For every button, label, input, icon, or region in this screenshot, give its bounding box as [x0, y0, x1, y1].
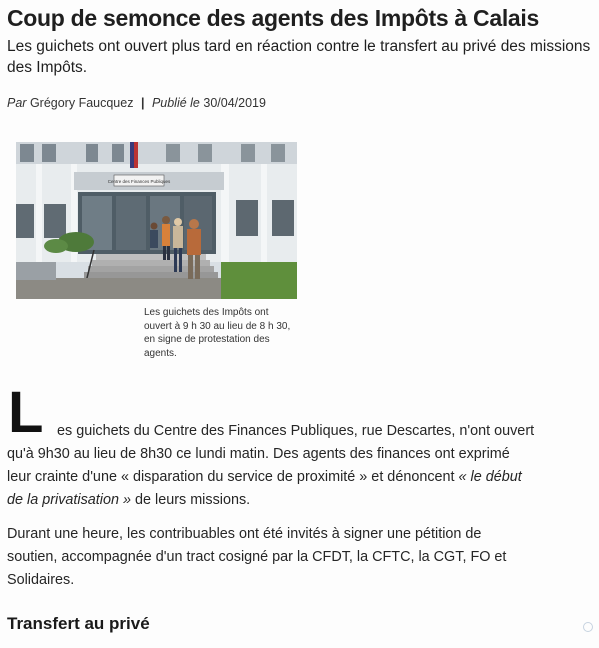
paragraph-1-line-2: qu'à 9h30 au lieu de 8h30 ce lundi matin. Des agents des finances ont exprimé — [7, 446, 510, 462]
article-paragraph-2 — [7, 523, 592, 592]
paragraph-1-line-4 — [7, 489, 599, 512]
article-paragraph-1 — [7, 420, 599, 512]
paragraph-1-quote-start: « le début — [458, 469, 522, 485]
byline — [7, 96, 266, 110]
scan-mark-icon — [583, 622, 593, 632]
paragraph-2-line-3: Solidaires. — [7, 572, 75, 588]
paragraph-2-line-2: soutien, accompagnée d'un tract cosigné par la CFDT, la CFTC, la CGT, FO et — [7, 549, 507, 565]
article-headline: Coup de semonce des agents des Impôts à Calais — [7, 5, 539, 31]
paragraph-1-line-1: es guichets du Centre des Finances Publiques, rue Descartes, n'ont ouvert — [57, 423, 535, 439]
photo-caption: Les guichets des Impôts ont ouvert à 9 h 30 au lieu de 8 h 30, en signe de protestation des agents. — [144, 307, 291, 359]
byline-by-prefix: Par — [7, 96, 27, 110]
paragraph-1-line-4-text: de leurs missions. — [131, 492, 251, 508]
byline-author: Grégory Faucquez — [29, 96, 134, 110]
article-lede: Les guichets ont ouvert plus tard en réaction contre le transfert au privé des missions des Impôts. — [7, 38, 591, 76]
byline-date: 30/04/2019 — [203, 96, 266, 110]
drop-cap: L — [8, 380, 44, 445]
byline-separator: | — [140, 96, 145, 110]
paragraph-1-line-3 — [7, 466, 599, 489]
building-sign-text: Centre des Finances Publiques — [107, 179, 171, 184]
byline-published-prefix: Publié le — [151, 96, 200, 110]
section-subheading: Transfert au privé — [7, 614, 150, 633]
paragraph-1-quote-end: de la privatisation » — [7, 492, 131, 508]
paragraph-1-line-3-text: leur crainte d'une « disparation du service de proximité » et dénoncent — [7, 469, 459, 485]
tax-office-building-photo — [16, 142, 297, 299]
article-photo — [16, 142, 297, 299]
paragraph-2-line-1: Durant une heure, les contribuables ont été invités à signer une pétition de — [7, 526, 482, 542]
